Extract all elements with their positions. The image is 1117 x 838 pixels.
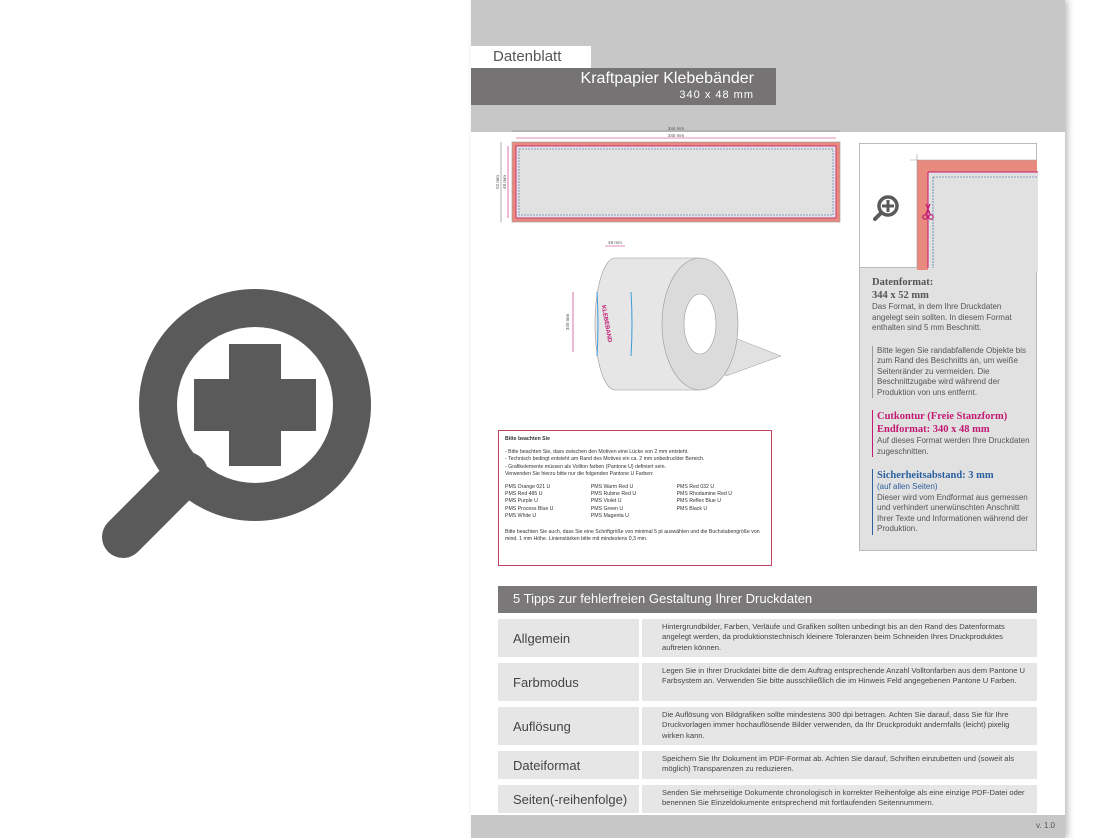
tip-row xyxy=(498,619,1037,657)
notes-heading: Bitte beachten Sie xyxy=(505,436,550,442)
version-label: v. 1.0 xyxy=(1036,821,1055,830)
tip-text: Senden Sie mehrseitige Dokumente chronologisch in korrekter Reihenfolge als eine einzige PDF-Datei oder benennen Sie Einzeldokumente entsprechend mit fortlaufenden Seitennummern. xyxy=(662,788,1025,808)
end-format-area xyxy=(516,146,836,218)
tip-label: Allgemein xyxy=(498,619,642,657)
inner-width-label: 340 mm xyxy=(667,133,685,138)
product-size: 340 x 48 mm xyxy=(679,89,754,101)
footer-band xyxy=(471,815,1065,838)
notes-footer: Bitte beachten Sie auch, dass Sie eine Schriftgröße von minimal 5 pt auswählen und die Buchstabengröße von mind. 1 mm Höhe. Linienstärken bitte mit mindestens 0,3 mm. xyxy=(505,529,760,543)
pms-item: PMS Rhodamine Red U xyxy=(676,491,732,498)
tip-row xyxy=(498,751,1037,779)
cut-block xyxy=(872,410,1034,457)
tip-row xyxy=(498,707,1037,745)
pms-color-list xyxy=(505,484,765,520)
notes-box xyxy=(498,430,772,566)
pms-item: PMS Magenta U xyxy=(590,512,629,519)
tip-row xyxy=(498,663,1037,701)
tip-label: Dateiformat xyxy=(498,751,642,779)
safe-text: Dieser wird vom Endformat aus gemessen und verhindert unerwünschten Anschnitt Ihrer Texte und Informationen während der Produktion. xyxy=(877,492,1029,533)
notes-line: - Grafikelemente müssen als Vollton farben (Pantone U) definiert sein. xyxy=(505,463,666,470)
datenformat-text: Das Format, in dem Ihre Druckdaten angelegt sein sollten. In diesem Format enthalten sind 5 mm Beschnitt. xyxy=(872,302,1012,332)
datenformat-heading: Datenformat: xyxy=(872,277,934,288)
tips-heading: 5 Tipps zur fehlerfreien Gestaltung Ihrer Druckdaten xyxy=(498,586,1037,613)
title-bar xyxy=(471,68,776,105)
pms-item: PMS Red 032 U xyxy=(676,484,715,491)
zoom-small-icon xyxy=(875,197,897,219)
roll-height-label: 340 mm xyxy=(565,313,570,331)
datenformat-value: 344 x 52 mm xyxy=(872,290,929,301)
tip-text: Speichern Sie Ihr Dokument im PDF-Format ab. Achten Sie darauf, Schriften einzubetten und (soweit als möglich) Transparenzen zu reduzieren. xyxy=(662,754,1015,774)
tape-roll-illustration xyxy=(561,236,781,396)
notes-line: Verwenden Sie hierzu bitte nur die folgenden Pantone U Farben: xyxy=(505,470,654,477)
outer-height-label: 52 mm xyxy=(495,175,500,189)
legend-text xyxy=(872,276,1034,535)
tip-label: Auflösung xyxy=(498,707,642,745)
pms-item: PMS Violet U xyxy=(590,498,622,505)
datasheet-tab: Datenblatt xyxy=(471,46,591,68)
safe-heading: Sicherheitsabstand: 3 mm xyxy=(877,470,994,481)
pms-item: PMS Purple U xyxy=(505,498,538,505)
pms-item: PMS Warm Red U xyxy=(590,484,634,491)
safe-block xyxy=(872,469,1034,535)
tip-text: Hintergrundbilder, Farben, Verläufe und Grafiken sollten unbedingt bis an den Rand des Datenformats angelegt werden, da produktionstechnisch kleinere Toleranzen beim Schneiden Ihres Druckproduktes auftreten können. xyxy=(662,622,1005,652)
pms-item: PMS Black U xyxy=(676,505,708,512)
legend-panel xyxy=(859,143,1037,551)
notes-line: - Technisch bedingt entsteht am Rand des Motives ein ca. 2 mm unbedruckter Bereich. xyxy=(505,456,705,463)
tips-list xyxy=(498,619,1037,819)
safe-subheading: (auf allen Seiten) xyxy=(877,482,938,491)
endformat-heading: Endformat: 340 x 48 mm xyxy=(877,424,990,435)
roll-width-label: 48 mm xyxy=(608,240,622,245)
tip-label: Farbmodus xyxy=(498,663,642,701)
cut-heading: Cutkontur (Freie Stanzform) xyxy=(877,411,1008,422)
bleed-text: Bitte legen Sie randabfallende Objekte bis zum Rand des Beschnitts an, um weiße Seitenränder zu vermeiden. Die Beschnittzugabe wird während der Produktion von uns entfernt. xyxy=(872,346,1034,399)
outer-width-label: 344 mm xyxy=(667,126,685,131)
magnifier-plus-icon[interactable] xyxy=(95,290,365,560)
datasheet-page xyxy=(471,0,1065,838)
pms-item: PMS Red 485 U xyxy=(505,491,543,498)
pms-item: PMS Process Blue U xyxy=(505,505,554,512)
pms-item: PMS Reflex Blue U xyxy=(676,498,721,505)
tip-label: Seiten(-reihenfolge) xyxy=(498,785,642,813)
tip-text: Die Auflösung von Bildgrafiken sollte mindestens 300 dpi betragen. Achten Sie darauf, dass Sie für Ihre Druckvorlagen immer hochauflösende Bilder verwenden, da Ihr Druckprodukt andernfalls (leicht) pixelig wirken kann. xyxy=(662,710,1010,740)
format-drawing xyxy=(496,126,846,236)
endformat-text: Auf dieses Format werden Ihre Druckdaten zugeschnitten. xyxy=(877,436,1030,456)
tip-text: Legen Sie in Ihrer Druckdatei bitte die dem Auftrag entsprechende Anzahl Volltonfarben aus dem Pantone U Farbsystem an. Verwenden Sie bitte ausschließlich die im Hinweis Feld angegebenen Pantone U Farben. xyxy=(662,666,1026,686)
product-title: Kraftpapier Klebebänder xyxy=(580,70,754,87)
legend-detail-image xyxy=(860,144,1036,268)
tip-row xyxy=(498,785,1037,813)
pms-item: PMS White U xyxy=(505,512,537,519)
notes-line: - Bitte beachten Sie, dass zwischen den Motiven eine Lücke von 2 mm entsteht. xyxy=(505,449,689,456)
inner-height-label: 48 mm xyxy=(502,175,507,189)
pms-item: PMS Green U xyxy=(590,505,624,512)
pms-item: PMS Orange 021 U xyxy=(505,484,551,491)
roll-print-text: KLEBEBAND xyxy=(599,304,613,343)
pms-item: PMS Rubine Red U xyxy=(590,491,637,498)
